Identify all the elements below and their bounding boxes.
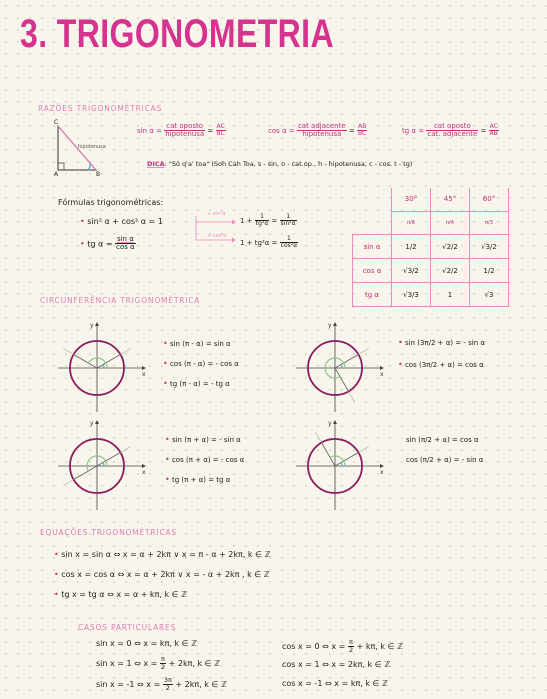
unit-circle-1	[52, 318, 152, 418]
divide-sin-label: ÷ sin²α	[207, 211, 226, 217]
identities-group-3: • sin (π + α) = - sin α • cos (π + α) = - cos α • tg (π + α) = tg α	[165, 435, 245, 484]
unit-circle-3	[52, 416, 152, 516]
deg-header: 45°	[431, 188, 470, 211]
case-cos-minus-one: cos x = -1 ⇔ x = kπ, k ∈ ℤ	[282, 679, 388, 688]
case-cos-zero: cos x = 0 ⇔ x = $\frac{\pi}{2}$ + kπ, k ∈ ℤ	[282, 638, 404, 654]
x-axis-label: x	[142, 371, 146, 378]
derivation-arrows	[194, 214, 236, 246]
alpha-arc	[103, 365, 104, 369]
x-axis-label: x	[142, 469, 146, 476]
list-item: • tg x = tg α ⇔ x = α + kπ, k ∈ ℤ	[54, 590, 188, 599]
alpha-arc	[103, 463, 104, 467]
x-axis-label: x	[380, 469, 384, 476]
x-arrow	[142, 366, 146, 370]
vertex-a-label: A	[54, 171, 59, 178]
list-item: • cos x = cos α ⇔ x = α + 2kπ ∨ x = - α + 2kπ , k ∈ ℤ	[54, 570, 270, 579]
table-row: sin α 1/2 √2/2 √3/2	[353, 235, 509, 259]
identities-group-1: • sin (π - α) = sin α • cos (π - α) = - cos α • tg (π - α) = - tg α	[163, 339, 239, 388]
page-title: 3. TRIGONOMETRIA	[20, 12, 334, 56]
case-sin-one: sin x = 1 ⇔ x = $\frac{\pi}{2}$ + 2kπ, k ∈ ℤ	[96, 655, 221, 671]
x-axis-label: x	[380, 371, 384, 378]
equations-list	[54, 545, 271, 605]
section-heading-equations: EQUAÇÕES TRIGONOMÉTRICAS	[40, 528, 177, 537]
alpha-arc	[341, 365, 342, 369]
hypotenuse-label: hipotenusa	[78, 144, 106, 150]
unit-circle-2	[290, 318, 390, 418]
trig-values-table	[352, 188, 509, 307]
radius-line	[335, 355, 358, 369]
y-arrow	[95, 420, 99, 424]
case-sin-minus-one: sin x = -1 ⇔ x = $\frac{3\pi}{2}$ + 2kπ, k ∈ ℤ	[96, 676, 227, 692]
section-heading-cases: CASOS PARTICULARES	[78, 623, 177, 632]
alpha-arc	[341, 463, 342, 467]
vertex-c-label: C	[54, 119, 59, 126]
y-arrow	[333, 322, 337, 326]
list-item: • sin x = sin α ⇔ x = α + 2kπ ∨ x = π - α + 2kπ, k ∈ ℤ	[54, 550, 271, 559]
identities-group-2: • sin (3π/2 + α) = - sin α • cos (3π/2 + α) = cos α	[398, 338, 486, 369]
table-row: tg α √3/3 1 √3	[353, 283, 509, 307]
rad-header: π/3	[470, 211, 509, 235]
x-arrow	[142, 464, 146, 468]
rad-header: π/6	[392, 211, 431, 235]
radius-line	[97, 453, 120, 467]
section-heading-circle: CIRCUNFERÊNCIA TRIGONOMÉTRICA	[40, 296, 201, 305]
sin-ratio: sin α = $\frac{\text{cat oposto}}{\text{hipotenusa}}$ = $\frac{AC}{BC}$	[137, 122, 225, 139]
radius-line	[97, 355, 120, 369]
y-axis-label: y	[90, 420, 94, 427]
derived-identity-2: 1 + tg²α = $\frac{1}{\text{cos²α}}$	[240, 235, 298, 250]
y-axis-label: y	[328, 420, 332, 427]
radius-line	[74, 466, 97, 480]
radius-line	[335, 453, 358, 467]
case-cos-one: cos x = 1 ⇔ x = 2kπ, k ∈ ℤ	[282, 660, 391, 669]
radius-line	[74, 355, 97, 369]
derived-identity-1: 1 + $\frac{1}{\text{tg²α}}$ = $\frac{1}{\text{sin²α}}$	[240, 213, 296, 228]
tip-line: DICA: "Sô q'a' toa" (Soh Cah Toa, s - sin, o - cat.op., h - hipotenusa, c - cos, t - tg)	[147, 160, 413, 168]
unit-circle-4	[290, 416, 390, 516]
section-heading-ratios: RAZÕES TRIGONOMÉTRICAS	[38, 104, 163, 113]
y-arrow	[95, 322, 99, 326]
table-row: cos α √3/2 √2/2 1/2	[353, 259, 509, 283]
identity-tangent: • tg α = $\frac{\text{sin α}}{\text{cos α}}$	[80, 235, 135, 252]
radius-line	[322, 443, 336, 466]
y-axis-label: y	[328, 322, 332, 329]
tg-ratio: tg α = $\frac{\text{cat oposto}}{\text{cat. adjacente}}$ = $\frac{AC}{AB}$	[402, 122, 498, 139]
y-arrow	[333, 420, 337, 424]
identities-group-4: sin (π/2 + α) = cos α cos (π/2 + α) = - sin α	[406, 436, 484, 464]
deg-header: 60°	[470, 188, 509, 211]
formulas-heading: Fórmulas trigonométricas:	[58, 198, 164, 207]
divide-cos-label: ÷ cos²α	[207, 233, 227, 239]
identity-pythagorean: • sin² α + cos² α = 1	[80, 217, 163, 226]
rad-header: π/4	[431, 211, 470, 235]
x-arrow	[380, 464, 384, 468]
radius-line	[335, 368, 349, 391]
cos-ratio: cos α = $\frac{\text{cat adjacente}}{\text{hipotenusa}}$ = $\frac{AB}{BC}$	[268, 122, 367, 139]
deg-header: 30°	[392, 188, 431, 211]
y-axis-label: y	[90, 322, 94, 329]
vertex-b-label: B	[96, 171, 101, 178]
case-sin-zero: sin x = 0 ⇔ x = kπ, k ∈ ℤ	[96, 639, 198, 648]
x-arrow	[380, 366, 384, 370]
